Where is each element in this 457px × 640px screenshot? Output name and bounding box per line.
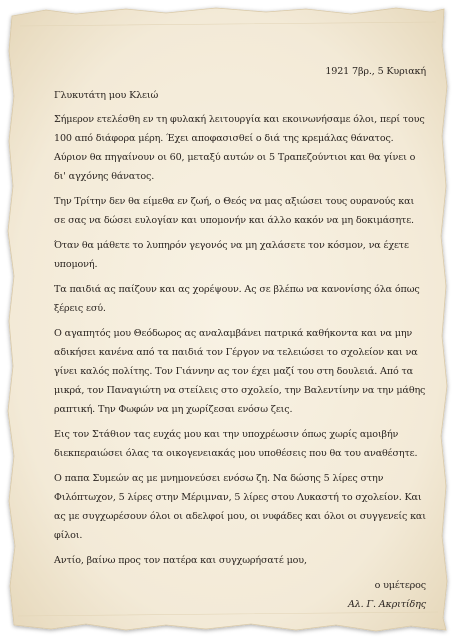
letter-closing: ο υμέτερος xyxy=(374,580,426,591)
letter-date: 1921 7βρ., 5 Κυριακή xyxy=(325,66,426,77)
paragraph-5: Ο αγαπητός μου Θεόδωρος ας αναλαμβάνει πατρικά καθήκοντα και να μην αδικήσει κανένα από τα παιδιά τον Γέργον να τελειώσει το σχολείον και να γίνει καλός πολίτης. Τον Γιάννην ας τον έχει μαζί του στη δουλειά. Από τα μικρά, τον Παναγιώτη να στείλεις στο σχολείο, την Βαλεντίνην να την μάθης ραπτική. Την Φωφών να μη χωρίζεσαι ενόσω ζεις. xyxy=(54,328,426,415)
letter-text xyxy=(54,62,426,614)
paragraph-7: Ο παπα Συμεών ας με μνημονεύσει ενόσω ζη. Να δώσης 5 λίρες στην Φιλόπτωχον, 5 λίρες στην Μέριμναν, 5 λίρες στου Λυκαστή το σχολείον. Και ας με συγχωρέσουν όλοι οι αδελφοί μου, οι νυφάδες και όλοι οι συγγενείς και φίλοι. xyxy=(54,473,426,541)
paragraph-6: Εις τον Στάθιον τας ευχάς μου και την υποχρέωσιν όπως χωρίς αμοιβήν διεκπεραιώσει όλας τα οικογενειακάς μου υποθέσεις που θα του αναθέσητε. xyxy=(54,429,418,459)
paragraph-8: Αντίο, βαίνω προς τον πατέρα και συγχωρήσατέ μου, xyxy=(54,555,307,566)
paragraph-2: Την Τρίτην δεν θα είμεθα εν ζωή, ο Θεός να μας αξιώσει τους ουρανούς και σε σας να δώσει ευλογίαν και υπομονήν και άλλο κακόν να μη δοκιμάσητε. xyxy=(54,196,415,226)
paragraph-1: Σήμερον ετελέσθη εν τη φυλακή λειτουργία και εκοινωνήσαμε όλοι, περί τους 100 από διάφορα μέρη. Έχει αποφασισθεί ο διά της κρεμάλας θάνατος. Αύριον θα πηγαίνουν οι 60, μεταξύ αυτών οι 5 Τραπεζούντιοι και θα γίνει ο δι' αγχόνης θάνατος. xyxy=(54,114,425,182)
letter-salutation: Γλυκυτάτη μου Κλειώ xyxy=(54,90,159,101)
paragraph-3: Όταν θα μάθετε το λυπηρόν γεγονός να μη χαλάσετε τον κόσμον, να έχετε υπομονή. xyxy=(54,240,409,270)
paragraph-4: Τα παιδιά ας παίζουν και ας χορέψουν. Ας σε βλέπω να κανονίσης όλα όπως ξέρεις εσύ. xyxy=(54,284,420,314)
letter-signature: Αλ. Γ. Ακριτίδης xyxy=(347,599,426,610)
